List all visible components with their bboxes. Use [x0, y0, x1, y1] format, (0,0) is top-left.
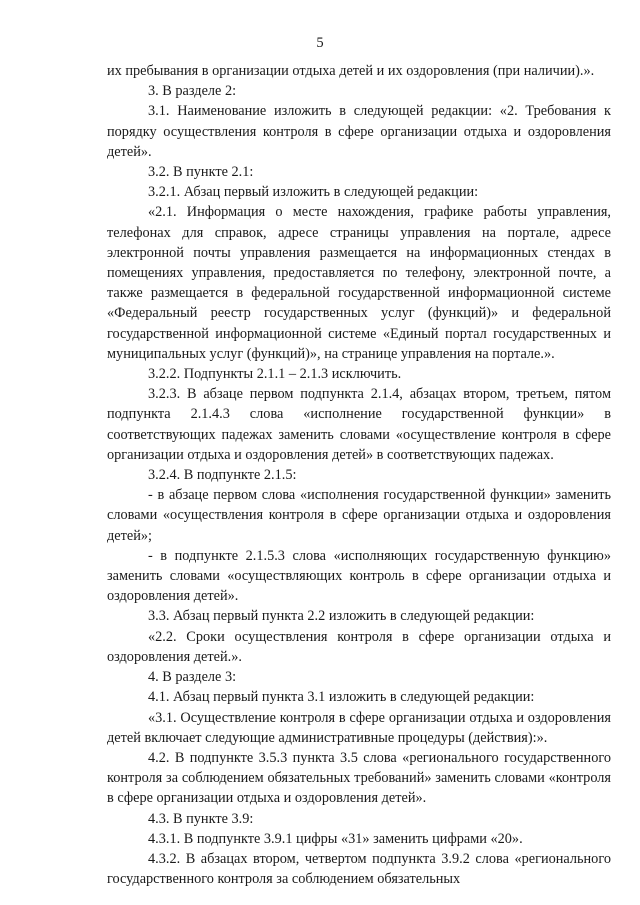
- paragraph: 3.2.1. Абзац первый изложить в следующей редакции:: [148, 184, 479, 201]
- document-body: [107, 61, 611, 889]
- paragraph: 3.2. В пункте 2.1:: [148, 164, 254, 181]
- paragraph: - в подпункте 2.1.5.3 слова «исполняющих государственную функцию» заменить словами «осуществляющих контроль в сфере организации отдыха и оздоровления детей».: [107, 547, 611, 605]
- paragraph: - в абзаце первом слова «исполнения государственной функции» заменить словами «осуществления контроля в сфере организации отдыха и оздоровления детей»;: [107, 487, 611, 544]
- paragraph: «3.1. Осуществление контроля в сфере организации отдыха и оздоровления детей включает следующие административные процедуры (действия):».: [107, 709, 611, 746]
- page-number: 5: [316, 35, 324, 51]
- paragraph: 3.2.3. В абзаце первом подпункта 2.1.4, абзацах втором, третьем, пятом подпункта 2.1.4.3 слова «исполнение государственной функции» в соответствующих падежах заменить словами «осуществление контроля в сфере организации отдыха и оздоровления детей» в соответствующих падежах.: [107, 386, 611, 463]
- paragraph: 4.3.1. В подпункте 3.9.1 цифры «31» заменить цифрами «20».: [148, 830, 523, 847]
- paragraph: «2.1. Информация о месте нахождения, графике работы управления, телефонах для справок, адресе страницы управления на портале, адресе электронной почты управления размещается на информационных стендах в помещениях управления, предоставляется по телефону, электронной почте, а также размещается в федеральной государственной информационной системе «Федеральный реестр государственных услуг (функций)» и федеральной государственной информационной системе «Единый портал государственных и муниципальных услуг (функций)», на странице управления на портале.».: [107, 204, 611, 362]
- paragraph: 3.1. Наименование изложить в следующей редакции: «2. Требования к порядку осуществления контроля в сфере организации отдыха и оздоровления детей».: [107, 103, 611, 160]
- paragraph: 4.3.2. В абзацах втором, четвертом подпункта 3.9.2 слова «регионального государственного контроля за соблюдением обязательных: [107, 850, 611, 888]
- paragraph: 4.2. В подпункте 3.5.3 пункта 3.5 слова «регионального государственного контроля за соблюдением обязательных требований» заменить словами «контроля в сфере организации отдыха и оздоровления детей».: [107, 749, 611, 807]
- paragraph: 3.2.4. В подпункте 2.1.5:: [148, 467, 297, 484]
- paragraph: их пребывания в организации отдыха детей и их оздоровления (при наличии).».: [107, 63, 595, 79]
- paragraph: 3.2.2. Подпункты 2.1.1 – 2.1.3 исключить.: [148, 366, 402, 383]
- paragraph: 4.3. В пункте 3.9:: [148, 810, 254, 827]
- paragraph: 4.1. Абзац первый пункта 3.1 изложить в следующей редакции:: [148, 689, 535, 706]
- paragraph: 4. В разделе 3:: [148, 669, 237, 686]
- paragraph: 3. В разделе 2:: [148, 83, 237, 100]
- paragraph: «2.2. Сроки осуществления контроля в сфере организации отдыха и оздоровления детей.».: [107, 628, 611, 665]
- paragraph: 3.3. Абзац первый пункта 2.2 изложить в следующей редакции:: [148, 608, 535, 625]
